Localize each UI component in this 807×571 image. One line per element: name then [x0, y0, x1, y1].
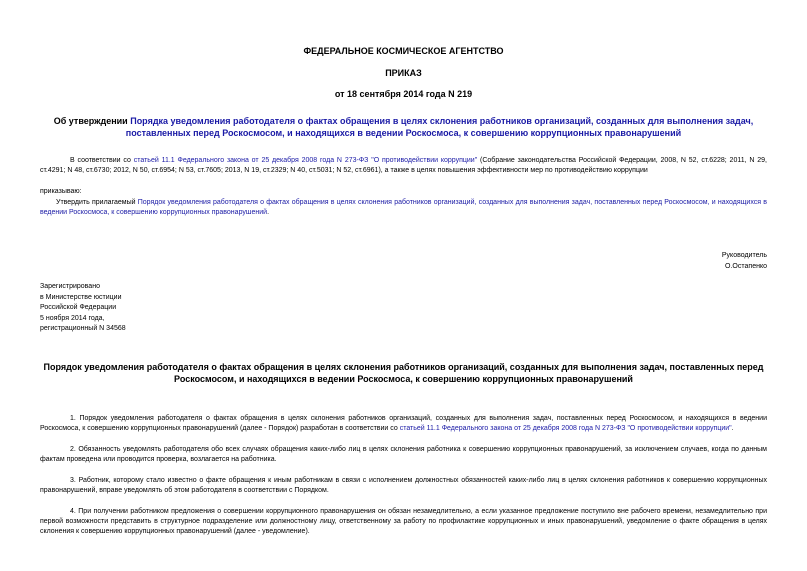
registration-block	[40, 282, 126, 335]
doc-type: ПРИКАЗ	[385, 68, 422, 78]
signature-block	[722, 250, 767, 272]
order-date-number: от 18 сентября 2014 года N 219	[334, 89, 473, 99]
registration-line: Российской Федерации	[40, 304, 117, 311]
registration-line: 5 ноября 2014 года,	[40, 314, 105, 322]
order-title-prefix: Об утверждении	[53, 116, 131, 126]
preamble-paragraph	[40, 156, 767, 176]
item-1-law-link[interactable]: статьей 11.1 Федерального закона от 25 декабря 2008 года N 273-ФЗ "О противодействии коррупции"	[399, 425, 732, 432]
law-article-link[interactable]: статьей 11.1 Федерального закона от 25 декабря 2008 года N 273-ФЗ "О противодействии коррупции"	[133, 157, 478, 164]
order-title	[40, 115, 767, 139]
item-1-lead: 1. Порядок уведомления работодателя о фактах обращения в целях склонения работников организаций, созданных для выполнения задач, поставленных перед Роскосмосом, и находящихся в ведении Роскосмоса, к совершению коррупционных правонарушений (далее - Порядок) разработан в соответствии со	[40, 415, 767, 432]
procedure-item-4: 4. При получении работником предложения о совершении коррупционного правонарушения он обязан незамедлительно, а если указанное предложение поступило вне рабочего времени, незамедлительно при первой возможности представить в структурное подразделение или должностному лицу, ответственному за работу по профилактике коррупционных и иных правонарушений, уведомление о факте обращения в целях склонения к совершению коррупционных правонарушений (далее - уведомление).	[40, 508, 767, 535]
registration-line: регистрационный N 34568	[40, 325, 126, 332]
approve-paragraph	[40, 198, 767, 218]
preamble-rest: (Собрание законодательства Российской Федерации, 2008, N 52, ст.6228; 2011, N 29, ст.4291; N 48, ст.6730; 2012, N 50, ст.6954; N 53, ст.7605; 2013, N 19, ст.2329; N 40, ст.5031; N 52, ст.6961), а также в целях повышения эффективности мер по противодействию коррупции	[40, 157, 767, 174]
procedure-item-1	[40, 414, 767, 434]
signature-name: О.Остапенко	[725, 263, 767, 270]
registration-line: в Министерстве юстиции	[40, 293, 122, 301]
procedure-item-2: 2. Обязанность уведомлять работодателя обо всех случаях обращения каких-либо лиц в целях склонения работника к совершению коррупционных правонарушений, за исключением случаев, когда по данным фактам проведена или проводится проверка, возлагается на работника.	[40, 446, 767, 463]
agency-name: ФЕДЕРАЛЬНОЕ КОСМИЧЕСКОЕ АГЕНТСТВО	[303, 46, 504, 56]
item-1-end: .	[731, 425, 734, 432]
registration-line: Зарегистрировано	[40, 283, 100, 290]
approved-procedure-link[interactable]: Порядок уведомления работодателя о фактах обращения в целях склонения работников организаций, созданных для выполнения задач, поставленных перед Роскосмосом, и находящихся в ведении Роскосмоса, к совершению коррупционных правонарушений	[40, 199, 767, 216]
preamble-lead: В соответствии со	[70, 157, 134, 164]
approve-end: .	[267, 209, 270, 216]
approve-lead: Утвердить прилагаемый	[56, 199, 138, 206]
procedure-link[interactable]: Порядка уведомления работодателя о фактах обращения в целях склонения работников организаций, созданных для выполнения задач, поставленных перед Роскосмосом, и находящихся в ведении Роскосмоса, к совершению коррупционных правонарушений	[125, 116, 754, 138]
order-prikazyvayu: приказываю:	[40, 188, 82, 195]
procedure-title: Порядок уведомления работодателя о фактах обращения в целях склонения работников организаций, созданных для выполнения задач, поставленных перед Роскосмосом, и находящихся в ведении Роскосмоса, к совершению коррупционных правонарушений	[43, 362, 764, 384]
procedure-item-3: 3. Работник, которому стало известно о факте обращения к иным работникам в связи с исполнением должностных обязанностей каких-либо лиц в целях склонения работников к совершению коррупционных правонарушений, вправе уведомлять об этом работодателя в соответствии с Порядком.	[40, 477, 767, 494]
signature-position: Руководитель	[721, 252, 767, 259]
